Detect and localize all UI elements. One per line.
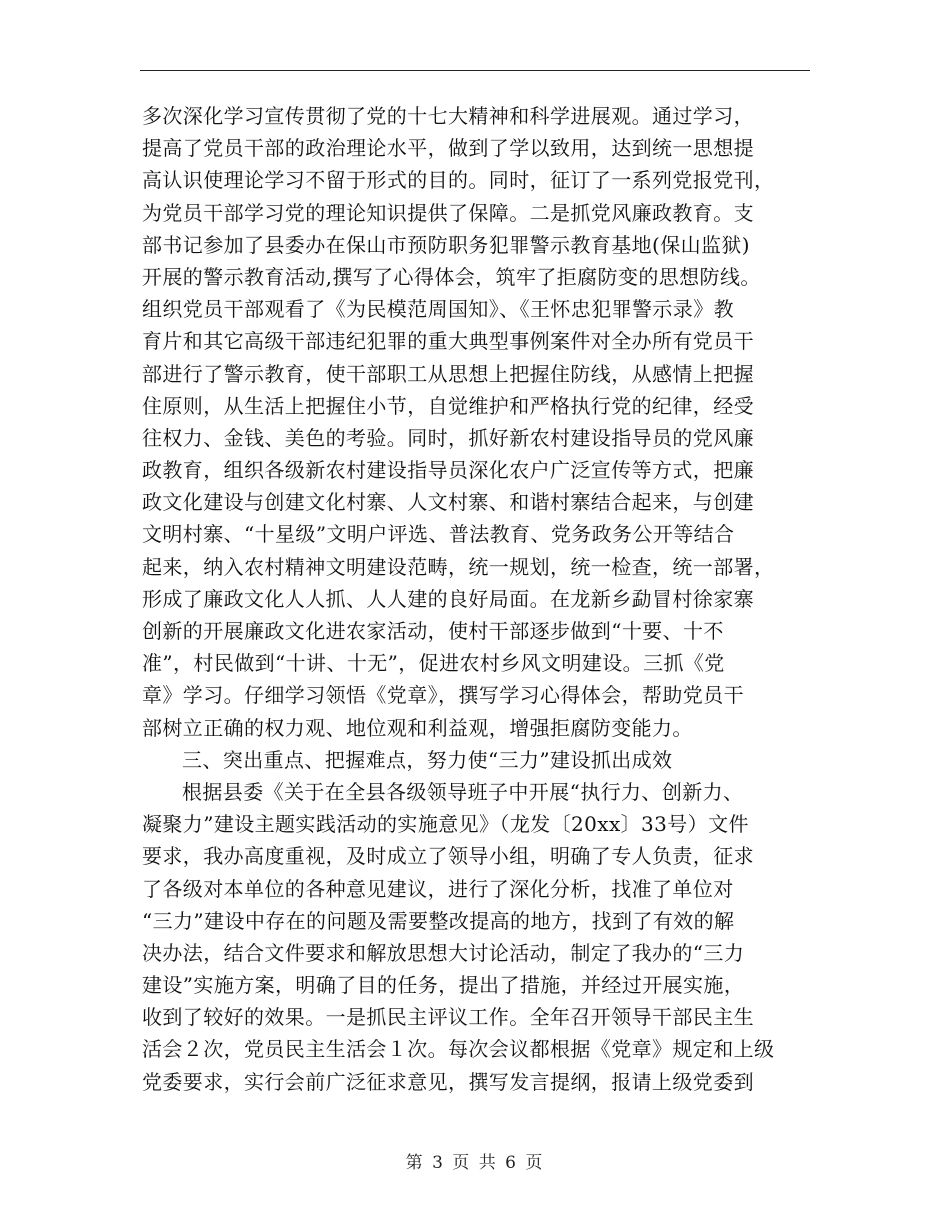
text-line: 凝聚力”建设主题实践活动的实施意见》（龙发〔20xx〕33号）文件: [142, 812, 749, 837]
text-line: 多次深化学习宣传贯彻了党的十七大精神和科学进展观。通过学习，: [142, 104, 754, 128]
text-line: 形成了廉政文化人人抓、人人建的良好局面。在龙新乡勐冒村徐家寨: [142, 586, 754, 611]
text-line: 了各级对本单位的各种意见建议，进行了深化分析，找准了单位对: [142, 876, 734, 901]
text-line: 创新的开展廉政文化进农家活动，使村干部逐步做到“十要、十不: [142, 619, 724, 643]
text-line: 部书记参加了县委办在保山市预防职务犯罪警示教育基地(保山监狱): [142, 232, 751, 257]
text-line: 育片和其它高级干部违纪犯罪的重大典型事例案件对全办所有党员干: [142, 329, 754, 354]
text-line: 政教育，组织各级新农村建设指导员深化农户广泛宣传等方式，把廉: [142, 458, 754, 483]
body-text: [142, 100, 822, 1098]
text-line: 部树立正确的权力观、地位观和利益观，增强拒腐防变能力。: [142, 715, 693, 740]
text-line: 开展的警示教育活动,撰写了心得体会，筑牢了拒腐防变的思想防线。: [142, 264, 761, 289]
page-number-footer: 第 3 页 共 6 页: [405, 1153, 545, 1173]
text-line: 提高了党员干部的政治理论水平，做到了学以致用，达到统一思想提: [142, 136, 754, 161]
text-line: 起来，纳入农村精神文明建设范畴，统一规划，统一检查，统一部署，: [142, 554, 775, 579]
text-line: 文明村寨、“十星级”文明户评选、普法教育、党务政务公开等结合: [142, 522, 735, 547]
text-line: 往权力、金钱、美色的考验。同时，抓好新农村建设指导员的党风廉: [142, 425, 754, 450]
text-line: 高认识使理论学习不留于形式的目的。同时，征订了一系列党报党刊，: [142, 168, 775, 193]
text-line: 政文化建设与创建文化村寨、人文村寨、和谐村寨结合起来，与创建: [142, 490, 754, 515]
text-line: 建设”实施方案，明确了目的任务，提出了措施，并经过开展实施，: [142, 973, 745, 998]
text-line: 党委要求，实行会前广泛征求意见，撰写发言提纲，报请上级党委到: [142, 1069, 754, 1094]
text-line: 部进行了警示教育，使干部职工从思想上把握住防线，从感情上把握: [142, 361, 754, 386]
text-line: “三力”建设中存在的问题及需要整改提高的地方，找到了有效的解: [142, 908, 735, 933]
header-rule: [140, 70, 810, 71]
text-line: 章》学习。仔细学习领悟《党章》，撰写学习心得体会，帮助党员干: [142, 683, 744, 708]
text-line: 决办法，结合文件要求和解放思想大讨论活动，制定了我办的“三力: [142, 940, 745, 965]
text-line: 住原则，从生活上把握住小节，自觉维护和严格执行党的纪律，经受: [142, 393, 754, 418]
text-line: 准”，村民做到“十讲、十无”，促进农村乡风文明建设。三抓《党: [142, 651, 725, 676]
text-line: 为党员干部学习党的理论知识提供了保障。二是抓党风廉政教育。支: [142, 200, 754, 225]
text-line: 收到了较好的效果。一是抓民主评议工作。全年召开领导干部民主生: [142, 1005, 754, 1030]
section-heading: 三、突出重点、把握难点，努力使“三力”建设抓出成效: [182, 747, 673, 772]
text-line: 要求，我办高度重视，及时成立了领导小组，明确了专人负责，征求: [142, 844, 754, 869]
text-line: 活会２次，党员民主生活会１次。每次会议都根据《党章》规定和上级: [142, 1037, 775, 1062]
text-line: 组织党员干部观看了《为民模范周国知》、《王怀忠犯罪警示录》教: [142, 297, 734, 322]
text-line: 根据县委《关于在全县各级领导班子中开展“执行力、创新力、: [182, 779, 744, 804]
